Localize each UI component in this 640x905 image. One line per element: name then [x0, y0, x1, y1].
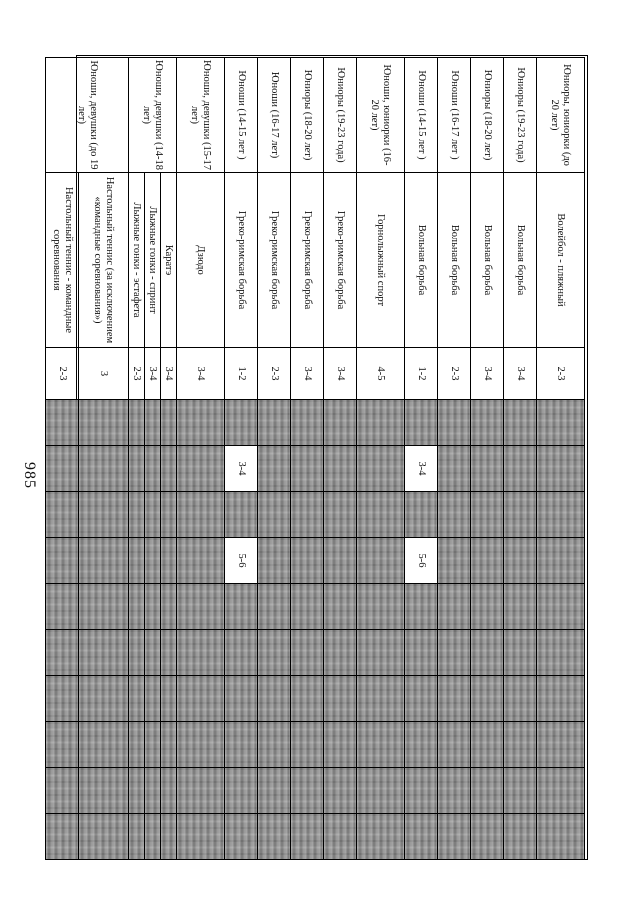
shaded-cell: [324, 538, 357, 584]
shaded-cell: [129, 538, 145, 584]
shaded-cell: [225, 400, 258, 446]
shaded-cell: [405, 584, 438, 630]
value-cell: 3-4: [324, 348, 357, 400]
shaded-cell: [129, 400, 145, 446]
group-cell: Юноши (14-15 лет ): [225, 58, 258, 173]
sport-cell: Дзюдо: [177, 173, 225, 348]
shaded-cell: [129, 630, 145, 676]
shaded-cell: [161, 676, 177, 722]
shaded-cell: [177, 584, 225, 630]
shaded-cell: [161, 722, 177, 768]
group-cell: Юниоры (19-23 года): [504, 58, 537, 173]
shaded-cell: [537, 584, 585, 630]
shaded-cell: [291, 630, 324, 676]
value-cell: 2-3: [537, 348, 585, 400]
shaded-cell: [129, 722, 145, 768]
shaded-cell: [79, 538, 129, 584]
shaded-cell: [177, 630, 225, 676]
shaded-cell: [129, 814, 145, 860]
shaded-cell: [537, 446, 585, 492]
sport-cell: Волейбол - пляжный: [537, 173, 585, 348]
shaded-cell: [471, 446, 504, 492]
shaded-cell: [438, 722, 471, 768]
shaded-cell: [129, 446, 145, 492]
sport-cell: Каратэ: [161, 173, 177, 348]
shaded-cell: [225, 676, 258, 722]
shaded-cell: [504, 722, 537, 768]
white-value-cell: 5-6: [225, 538, 258, 584]
shaded-cell: [537, 768, 585, 814]
rotated-table-container: [51, 57, 585, 859]
shaded-cell: [177, 400, 225, 446]
shaded-cell: [161, 538, 177, 584]
shaded-cell: [177, 768, 225, 814]
sport-cell: Горнолыжный спорт: [357, 173, 405, 348]
shaded-cell: [405, 630, 438, 676]
shaded-cell: [291, 446, 324, 492]
shaded-cell: [504, 400, 537, 446]
white-value-cell: 3-4: [405, 446, 438, 492]
shaded-cell: [504, 446, 537, 492]
shaded-cell: [79, 584, 129, 630]
shaded-cell: [145, 676, 161, 722]
group-cell: Юноши, юниорки (16-20 лет): [357, 58, 405, 173]
shaded-cell: [537, 492, 585, 538]
shaded-cell: [46, 768, 79, 814]
shaded-cell: [504, 584, 537, 630]
shaded-cell: [258, 400, 291, 446]
shaded-cell: [537, 630, 585, 676]
shaded-cell: [405, 814, 438, 860]
shaded-cell: [324, 584, 357, 630]
shaded-cell: [357, 446, 405, 492]
shaded-cell: [46, 400, 79, 446]
group-cell: Юниоры (18-20 лет): [471, 58, 504, 173]
shaded-cell: [504, 492, 537, 538]
value-cell: 3-4: [177, 348, 225, 400]
shaded-cell: [145, 722, 161, 768]
shaded-cell: [225, 630, 258, 676]
shaded-cell: [504, 538, 537, 584]
sport-cell: Вольная борьба: [471, 173, 504, 348]
value-cell: 2-3: [129, 348, 145, 400]
shaded-cell: [79, 400, 129, 446]
shaded-cell: [46, 722, 79, 768]
shaded-cell: [438, 676, 471, 722]
shaded-cell: [324, 446, 357, 492]
shaded-cell: [471, 630, 504, 676]
sport-cell: Вольная борьба: [504, 173, 537, 348]
shaded-cell: [438, 446, 471, 492]
shaded-cell: [504, 814, 537, 860]
shaded-cell: [46, 492, 79, 538]
shaded-cell: [46, 676, 79, 722]
sport-cell: Греко-римская борьба: [324, 173, 357, 348]
shaded-cell: [504, 630, 537, 676]
table-row: [438, 58, 471, 860]
shaded-cell: [129, 492, 145, 538]
table-row: [324, 58, 357, 860]
shaded-cell: [177, 492, 225, 538]
value-cell: 3-4: [145, 348, 161, 400]
shaded-cell: [537, 814, 585, 860]
group-cell: Юноши (16-17 лет ): [438, 58, 471, 173]
value-cell: 3-4: [471, 348, 504, 400]
shaded-cell: [471, 722, 504, 768]
table-row: [471, 58, 504, 860]
shaded-cell: [177, 446, 225, 492]
shaded-cell: [537, 676, 585, 722]
sport-categories-table: [45, 57, 585, 860]
shaded-cell: [438, 814, 471, 860]
value-cell: 4-5: [357, 348, 405, 400]
table-row: [177, 58, 225, 860]
table-row: [145, 58, 161, 860]
value-cell: 2-3: [258, 348, 291, 400]
sport-cell: Настольный теннис (за исключением «командные соревнования»): [79, 173, 129, 348]
shaded-cell: [161, 492, 177, 538]
value-cell: 2-3: [46, 348, 79, 400]
shaded-cell: [357, 630, 405, 676]
value-cell: 1-2: [405, 348, 438, 400]
shaded-cell: [438, 538, 471, 584]
shaded-cell: [504, 768, 537, 814]
sport-cell: Настольный теннис - командные соревнования: [46, 173, 79, 348]
sport-cell: Греко-римская борьба: [225, 173, 258, 348]
shaded-cell: [258, 584, 291, 630]
shaded-cell: [129, 584, 145, 630]
shaded-cell: [177, 676, 225, 722]
shaded-cell: [438, 768, 471, 814]
shaded-cell: [291, 676, 324, 722]
shaded-cell: [46, 584, 79, 630]
shaded-cell: [537, 538, 585, 584]
shaded-cell: [324, 722, 357, 768]
shaded-cell: [357, 400, 405, 446]
table-row: [161, 58, 177, 860]
table-row: [258, 58, 291, 860]
shaded-cell: [405, 768, 438, 814]
shaded-cell: [79, 630, 129, 676]
shaded-cell: [161, 446, 177, 492]
shaded-cell: [258, 814, 291, 860]
shaded-cell: [145, 538, 161, 584]
table-row: [225, 58, 258, 860]
value-cell: 3-4: [161, 348, 177, 400]
page-number: 985: [21, 462, 38, 489]
shaded-cell: [405, 722, 438, 768]
shaded-cell: [129, 676, 145, 722]
shaded-cell: [471, 768, 504, 814]
shaded-cell: [79, 446, 129, 492]
shaded-cell: [161, 814, 177, 860]
value-cell: 2-3: [438, 348, 471, 400]
value-cell: 3-4: [291, 348, 324, 400]
shaded-cell: [438, 400, 471, 446]
shaded-cell: [504, 676, 537, 722]
shaded-cell: [438, 492, 471, 538]
shaded-cell: [471, 538, 504, 584]
shaded-cell: [145, 492, 161, 538]
shaded-cell: [438, 630, 471, 676]
shaded-cell: [357, 676, 405, 722]
shaded-cell: [161, 768, 177, 814]
shaded-cell: [291, 400, 324, 446]
table-row: [405, 58, 438, 860]
shaded-cell: [537, 400, 585, 446]
sport-cell: Греко-римская борьба: [258, 173, 291, 348]
shaded-cell: [145, 584, 161, 630]
shaded-cell: [161, 400, 177, 446]
shaded-cell: [291, 538, 324, 584]
shaded-cell: [145, 630, 161, 676]
shaded-cell: [324, 676, 357, 722]
shaded-cell: [145, 814, 161, 860]
shaded-cell: [145, 400, 161, 446]
shaded-cell: [225, 768, 258, 814]
table-row: [129, 58, 145, 860]
sport-cell: Лыжные гонки - эстафета: [129, 173, 145, 348]
shaded-cell: [129, 768, 145, 814]
shaded-cell: [161, 630, 177, 676]
shaded-cell: [357, 538, 405, 584]
shaded-cell: [79, 676, 129, 722]
shaded-cell: [291, 722, 324, 768]
sport-cell: Греко-римская борьба: [291, 173, 324, 348]
shaded-cell: [471, 584, 504, 630]
shaded-cell: [438, 584, 471, 630]
shaded-cell: [324, 630, 357, 676]
shaded-cell: [79, 722, 129, 768]
shaded-cell: [145, 446, 161, 492]
shaded-cell: [79, 492, 129, 538]
shaded-cell: [405, 676, 438, 722]
shaded-cell: [405, 400, 438, 446]
shaded-cell: [471, 814, 504, 860]
shaded-cell: [225, 492, 258, 538]
group-cell: Юноши (14-15 лет ): [405, 58, 438, 173]
shaded-cell: [258, 538, 291, 584]
value-cell: 1-2: [225, 348, 258, 400]
shaded-cell: [471, 400, 504, 446]
white-value-cell: 5-6: [405, 538, 438, 584]
shaded-cell: [357, 492, 405, 538]
group-cell: Юниоры (19-23 года): [324, 58, 357, 173]
shaded-cell: [324, 814, 357, 860]
group-cell: Юноши, девушки (14-18 лет): [129, 58, 177, 173]
shaded-cell: [357, 814, 405, 860]
shaded-cell: [405, 492, 438, 538]
table-row: [291, 58, 324, 860]
shaded-cell: [46, 446, 79, 492]
shaded-cell: [225, 584, 258, 630]
value-cell: 3-4: [504, 348, 537, 400]
shaded-cell: [357, 584, 405, 630]
group-cell: Юноши (16-17 лет): [258, 58, 291, 173]
shaded-cell: [177, 538, 225, 584]
value-cell: 3: [79, 348, 129, 400]
shaded-cell: [46, 630, 79, 676]
shaded-cell: [537, 722, 585, 768]
shaded-cell: [258, 768, 291, 814]
shaded-cell: [46, 814, 79, 860]
table-row: [504, 58, 537, 860]
shaded-cell: [291, 584, 324, 630]
white-value-cell: 3-4: [225, 446, 258, 492]
shaded-cell: [291, 492, 324, 538]
group-cell: Юниоры (18-20 лет): [291, 58, 324, 173]
shaded-cell: [357, 722, 405, 768]
shaded-cell: [258, 446, 291, 492]
table-row: [357, 58, 405, 860]
shaded-cell: [161, 584, 177, 630]
shaded-cell: [291, 814, 324, 860]
sport-cell: Вольная борьба: [405, 173, 438, 348]
shaded-cell: [324, 492, 357, 538]
shaded-cell: [324, 400, 357, 446]
shaded-cell: [471, 676, 504, 722]
shaded-cell: [177, 722, 225, 768]
table-row: [79, 58, 129, 860]
shaded-cell: [324, 768, 357, 814]
sport-cell: Вольная борьба: [438, 173, 471, 348]
shaded-cell: [258, 676, 291, 722]
group-cell: Юниоры, юниорки (до 20 лет): [537, 58, 585, 173]
group-cell: Юноши, девушки (до 19 лет): [46, 58, 129, 173]
shaded-cell: [258, 492, 291, 538]
shaded-cell: [177, 814, 225, 860]
shaded-cell: [357, 768, 405, 814]
shaded-cell: [291, 768, 324, 814]
shaded-cell: [46, 538, 79, 584]
shaded-cell: [471, 492, 504, 538]
shaded-cell: [225, 814, 258, 860]
shaded-cell: [145, 768, 161, 814]
table-row: [537, 58, 585, 860]
shaded-cell: [79, 768, 129, 814]
shaded-cell: [79, 814, 129, 860]
group-cell: Юноши, девушки (15-17 лет): [177, 58, 225, 173]
shaded-cell: [225, 722, 258, 768]
sport-cell: Лыжные гонки - спринт: [145, 173, 161, 348]
shaded-cell: [258, 630, 291, 676]
table-row: [46, 58, 79, 860]
shaded-cell: [258, 722, 291, 768]
